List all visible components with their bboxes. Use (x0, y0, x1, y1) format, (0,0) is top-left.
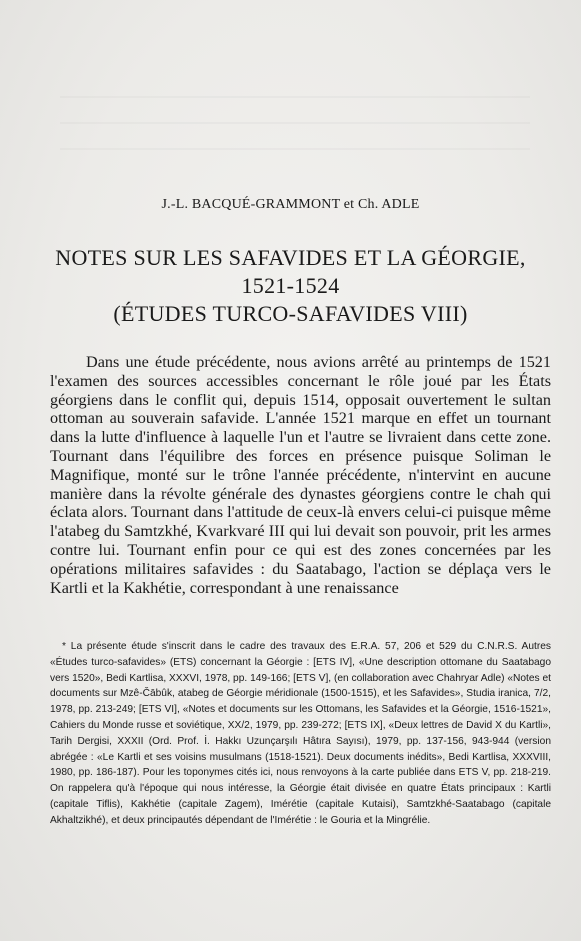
article-title (0, 244, 581, 328)
title-line-1: NOTES SUR LES SAFAVIDES ET LA GÉORGIE, (55, 245, 526, 270)
article-authors: J.-L. BACQUÉ-GRAMMONT et Ch. ADLE (161, 197, 420, 212)
title-line-2: 1521-1524 (241, 273, 340, 298)
footnote-text: * La présente étude s'inscrit dans le cadre des travaux des E.R.A. 57, 206 et 529 du C.N.R.S. Autres «Études turco-safavides» (ETS) concernant la Géorgie : [ETS IV], «Une description ottomane du Saatabago vers 1520», Bedi Kartlisa, XXXVI, 1978, pp. 149-166; [ETS V], (en collaboration avec Chahryar Adle) «Notes et documents sur Mzê-Čābûk, atabeg de Géorgie méridionale (1500-1515), et les Safavides», Studia iranica, 7/2, 1978, pp. 213-249; [ETS VI], «Notes et documents sur les Ottomans, les Safavides et la Géorgie, 1516-1521», Cahiers du Monde russe et soviétique, XX/2, 1979, pp. 239-272; [ETS IX], «Deux lettres de David X du Kartli», Tarih Dergisi, XXXII (Ord. Prof. İ. Hakkı Uzunçarşılı Hâtıra Sayısı), 1979, pp. 137-156, 943-944 (version abrégée : «Le Kartli et ses voisins musulmans (1518-1521). Deux documents inédits», Bedi Kartlisa, XXXVIII, 1980, pp. 186-187). Pour les toponymes cités ici, nous renvoyons à la carte publiée dans ETS V, pp. 218-219. On rappelera qu'à l'époque qui nous intéresse, la Géorgie était divisée en quatre États principaux : Kartli (capitale Tiflis), Kakhétie (capitale Zagem), Imérétie (capitale Kutaisi), Samtzkhé-Saatabago (capitale Akhaltzikhé), et deux principautés dépendant de l'Imérétie : le Gouria et la Mingrélie. (50, 641, 551, 826)
body-text (50, 353, 551, 597)
show-through-line (60, 148, 530, 150)
show-through-line (60, 122, 530, 124)
footnote-block (50, 639, 551, 829)
title-line-3: (ÉTUDES TURCO-SAFAVIDES VIII) (113, 301, 468, 326)
show-through-line (60, 96, 530, 98)
body-paragraph: Dans une étude précédente, nous avions arrêté au printemps de 1521 l'examen des sources accessibles concernant le rôle joué par les États géorgiens dans le conflit qui, depuis 1514, opposait ouvertement le sultan ottoman au souverain safavide. L'année 1521 marque en effet un tournant dans la lutte d'influence à laquelle l'un et l'autre se livraient dans cette zone. Tournant dans l'équilibre des forces en présence puisque Soliman le Magnifique, monté sur le trône l'année précédente, n'intervint en aucune manière dans la révolte générale des dynastes géorgiens contre le chah qui éclata alors. Tournant dans l'attitude de ceux-là envers celui-ci puisque même l'atabeg du Samtzkhé, Kvarkvaré III qui lui devait son pouvoir, prit les armes contre lui. Tournant enfin pour ce qui est des zones concernées par les opérations militaires safavides : du Saatabago, l'action se déplaça vers le Kartli et la Kakhétie, correspondant à une renaissance (50, 353, 551, 597)
